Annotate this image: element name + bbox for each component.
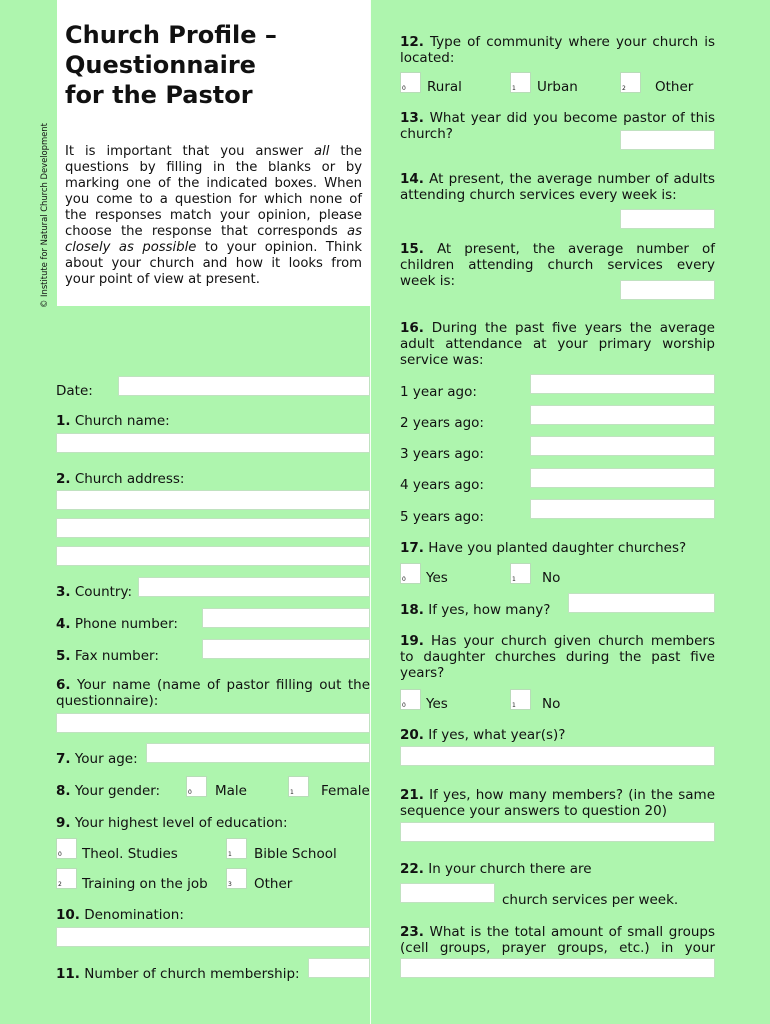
date-field[interactable] bbox=[118, 376, 370, 396]
q7-label: 7. Your age: bbox=[56, 751, 138, 767]
members-given-yes-checkbox[interactable]: 0 bbox=[400, 689, 421, 710]
year-label: 1 year ago: bbox=[400, 384, 477, 400]
q21-label: 21. If yes, how many members? (in the same sequence your answers to question 20) bbox=[400, 787, 715, 819]
q22-suffix: church services per week. bbox=[502, 892, 679, 908]
page-title bbox=[65, 20, 365, 110]
gender-female-label: Female bbox=[321, 783, 370, 799]
gender-female-checkbox[interactable]: 1 bbox=[288, 776, 309, 797]
community-urban-checkbox[interactable]: 1 bbox=[510, 72, 531, 93]
q19-label: 19. Has your church given church members to daughter churches during the past five years? bbox=[400, 633, 716, 681]
header-box bbox=[57, 0, 370, 306]
community-rural-label: Rural bbox=[427, 79, 462, 95]
planted-no-checkbox[interactable]: 1 bbox=[510, 563, 531, 584]
q18-label: 18. If yes, how many? bbox=[400, 602, 551, 618]
copyright-notice: © Institute for Natural Church Development bbox=[39, 123, 49, 308]
children-attendance-field[interactable] bbox=[620, 280, 715, 300]
q17-label: 17. Have you planted daughter churches? bbox=[400, 540, 687, 556]
q3-label: 3. Country: bbox=[56, 584, 133, 600]
year-label: 5 years ago: bbox=[400, 509, 484, 525]
q5-label: 5. Fax number: bbox=[56, 648, 159, 664]
planted-no-label: No bbox=[542, 570, 561, 586]
date-label: Date: bbox=[56, 383, 93, 399]
q2-label: 2. Church address: bbox=[56, 471, 185, 487]
q6-label: 6. Your name (name of pastor filling out the questionnaire): bbox=[56, 677, 370, 709]
community-urban-label: Urban bbox=[537, 79, 578, 95]
education-other-checkbox[interactable]: 3 bbox=[226, 868, 247, 889]
daughter-count-field[interactable] bbox=[568, 593, 715, 613]
q4-label: 4. Phone number: bbox=[56, 616, 178, 632]
q13-label: 13. What year did you become pastor of this church? bbox=[400, 110, 715, 142]
q8-label: 8. Your gender: bbox=[56, 783, 161, 799]
q10-label: 10. Denomination: bbox=[56, 907, 184, 923]
title-line: for the Pastor bbox=[65, 81, 253, 109]
address-field-3[interactable] bbox=[56, 546, 370, 566]
attendance-2-years-field[interactable] bbox=[530, 405, 715, 425]
phone-field[interactable] bbox=[202, 608, 370, 628]
year-label: 3 years ago: bbox=[400, 446, 484, 462]
church-name-field[interactable] bbox=[56, 433, 370, 453]
adults-attendance-field[interactable] bbox=[620, 209, 715, 229]
year-label: 2 years ago: bbox=[400, 415, 484, 431]
attendance-3-years-field[interactable] bbox=[530, 436, 715, 456]
members-count-field[interactable] bbox=[400, 822, 715, 842]
q14-label: 14. At present, the average number of adults attending church services every week is: bbox=[400, 171, 715, 203]
address-field-1[interactable] bbox=[56, 490, 370, 510]
q15-label: 15. At present, the average number of children attending church services every week is: bbox=[400, 241, 715, 289]
years-field[interactable] bbox=[400, 746, 715, 766]
attendance-4-years-field[interactable] bbox=[530, 468, 715, 488]
q9-label: 9. Your highest level of education: bbox=[56, 815, 288, 831]
title-line: Questionnaire bbox=[65, 51, 256, 79]
education-bible-label: Bible School bbox=[254, 846, 337, 862]
title-line: Church Profile – bbox=[65, 21, 277, 49]
q23-label: 23. What is the total amount of small groups (cell groups, prayer groups, etc.) in your bbox=[400, 924, 715, 956]
denomination-field[interactable] bbox=[56, 927, 370, 947]
q1-label: 1. Church name: bbox=[56, 413, 170, 429]
education-training-checkbox[interactable]: 2 bbox=[56, 868, 77, 889]
members-given-no-label: No bbox=[542, 696, 561, 712]
country-field[interactable] bbox=[138, 577, 370, 597]
education-theol-label: Theol. Studies bbox=[82, 846, 178, 862]
gender-male-checkbox[interactable]: 0 bbox=[186, 776, 207, 797]
year-label: 4 years ago: bbox=[400, 477, 484, 493]
fax-field[interactable] bbox=[202, 639, 370, 659]
education-other-label: Other bbox=[254, 876, 293, 892]
age-field[interactable] bbox=[146, 743, 370, 763]
q12-label: 12. Type of community where your church is located: bbox=[400, 34, 716, 66]
planted-yes-checkbox[interactable]: 0 bbox=[400, 563, 421, 584]
community-rural-checkbox[interactable]: 0 bbox=[400, 72, 421, 93]
education-theol-checkbox[interactable]: 0 bbox=[56, 838, 77, 859]
members-given-yes-label: Yes bbox=[426, 696, 448, 712]
planted-yes-label: Yes bbox=[426, 570, 448, 586]
attendance-1-year-field[interactable] bbox=[530, 374, 715, 394]
small-groups-field[interactable] bbox=[400, 958, 715, 978]
education-training-label: Training on the job bbox=[82, 876, 208, 892]
gender-male-label: Male bbox=[215, 783, 247, 799]
pastor-name-field[interactable] bbox=[56, 713, 370, 733]
members-given-no-checkbox[interactable]: 1 bbox=[510, 689, 531, 710]
membership-field[interactable] bbox=[308, 958, 370, 978]
q20-label: 20. If yes, what year(s)? bbox=[400, 727, 566, 743]
services-count-field[interactable] bbox=[400, 883, 495, 903]
community-other-checkbox[interactable]: 2 bbox=[620, 72, 641, 93]
address-field-2[interactable] bbox=[56, 518, 370, 538]
pastor-year-field[interactable] bbox=[620, 130, 715, 150]
attendance-5-years-field[interactable] bbox=[530, 499, 715, 519]
education-bible-checkbox[interactable]: 1 bbox=[226, 838, 247, 859]
community-other-label: Other bbox=[655, 79, 694, 95]
q16-label: 16. During the past five years the average adult attendance at your primary worship service was: bbox=[400, 320, 715, 368]
q11-label: 11. Number of church membership: bbox=[56, 966, 300, 982]
q22-label: 22. In your church there are bbox=[400, 861, 592, 877]
column-divider bbox=[370, 0, 371, 1024]
intro-text: It is important that you answer all the questions by filling in the blanks or by marking one of the indicated boxes. When you come to a question for which none of the responses match your opinion, please choose the response that corresponds as closely as possible to your opinion. Think about your church and how it looks from your point of view at present. bbox=[65, 144, 363, 287]
